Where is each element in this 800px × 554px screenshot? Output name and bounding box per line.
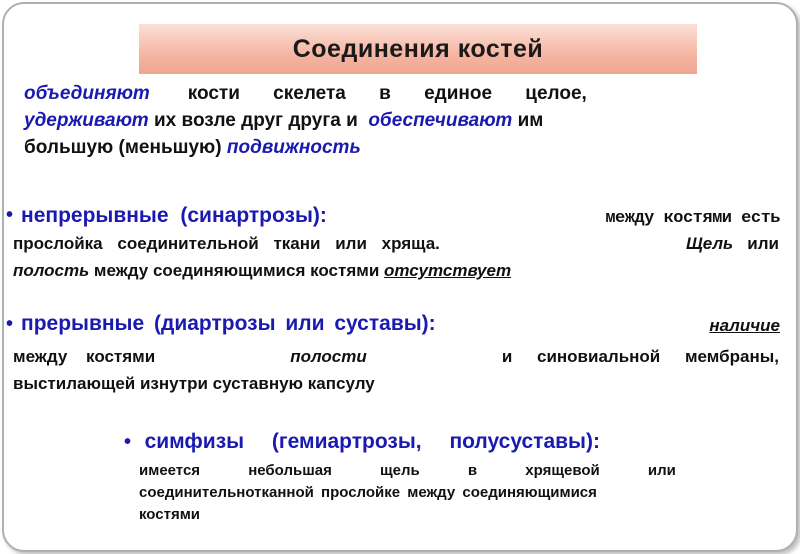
slide-title bbox=[139, 24, 697, 74]
bullet-icon: • bbox=[6, 313, 14, 335]
continuous-heading-rest: между костями есть bbox=[605, 209, 780, 228]
intro-paragraph bbox=[24, 80, 758, 161]
continuous-line-2 bbox=[13, 230, 779, 257]
discontinuous-line-2 bbox=[13, 343, 779, 370]
intro-line-2-mid: их возле друг друга и bbox=[153, 110, 358, 131]
symphysis-heading-line bbox=[124, 430, 764, 454]
discontinuous-line-3: выстилающей изнутри суставную капсулу bbox=[13, 374, 375, 393]
continuous-line-3-absent: отсутствует bbox=[384, 261, 512, 280]
discontinuous-heading: прерывные (диартрозы или суставы): bbox=[21, 312, 436, 335]
bullet-icon: • bbox=[124, 431, 132, 453]
continuous-body bbox=[13, 230, 779, 284]
intro-line-2 bbox=[24, 107, 758, 134]
discontinuous-line-2-cavity: полости bbox=[290, 347, 367, 366]
intro-word-mobility: подвижность bbox=[226, 137, 361, 158]
symphysis-line-2: соединительнотканной прослойке между соединяющимися bbox=[139, 484, 597, 501]
discontinuous-line-2-a: между костями bbox=[13, 347, 156, 366]
continuous-line-3-b: между соединяющимися костями bbox=[93, 261, 380, 280]
intro-word-hold: удерживают bbox=[24, 110, 149, 131]
discontinuous-body bbox=[13, 343, 779, 397]
symphysis-line-3: костями bbox=[139, 506, 201, 523]
intro-word-provide: обеспечивают bbox=[368, 110, 513, 131]
continuous-heading: непрерывные (синартрозы): bbox=[21, 204, 327, 227]
continuous-line-2-a: прослойка соединительной ткани или хряща. bbox=[13, 234, 440, 253]
discontinuous-line-2-c: и синовиальной мембраны, bbox=[501, 347, 779, 366]
slide-title-text: Соединения костей bbox=[292, 34, 544, 63]
intro-line-3 bbox=[24, 134, 758, 161]
continuous-line-2-gap: Щель bbox=[685, 234, 734, 253]
symphysis-heading: симфизы (гемиартрозы, полусуставы): bbox=[144, 430, 600, 453]
discontinuous-heading-rest: наличие bbox=[709, 316, 780, 335]
discontinuous-heading-line bbox=[6, 312, 780, 336]
intro-line-1-rest: кости скелета в единое целое, bbox=[187, 83, 587, 104]
intro-line-2-end: им bbox=[517, 110, 544, 131]
intro-line-3-start: большую (меньшую) bbox=[24, 137, 222, 158]
bullet-icon: • bbox=[6, 204, 14, 226]
symphysis-body bbox=[139, 460, 763, 526]
intro-line-1 bbox=[24, 80, 758, 107]
continuous-heading-line bbox=[6, 204, 780, 228]
symphysis-line-1: имеется небольшая щель в хрящевой или bbox=[139, 462, 676, 479]
continuous-line-3 bbox=[13, 257, 779, 284]
continuous-line-2-c: или bbox=[747, 234, 779, 253]
intro-word-unite: объединяют bbox=[24, 83, 150, 104]
continuous-line-3-cavity: полость bbox=[13, 261, 90, 280]
